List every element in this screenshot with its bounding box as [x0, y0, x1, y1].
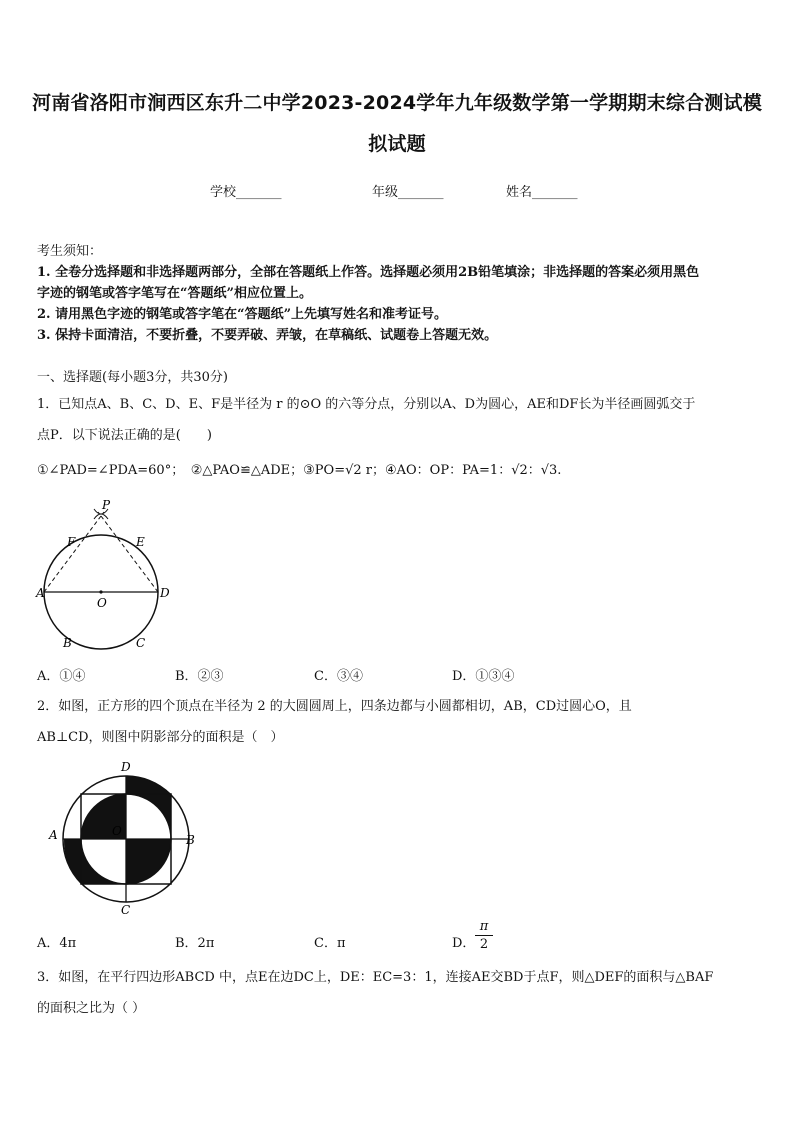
q1-circle-figure [34, 497, 184, 657]
grade-field: 年级_______ [372, 185, 444, 200]
section-heading: 一、选择题(每小题3分，共30分) [37, 370, 228, 385]
q2-option-d-prefix: D． [452, 936, 476, 951]
q3-stem-line2: 的面积之比为（ ） [37, 1001, 146, 1016]
q2-option-d-fraction [475, 918, 493, 954]
q2-stem-line2: AB⊥CD，则图中阴影部分的面积是（ ） [37, 730, 284, 745]
exam-title-line1: 河南省洛阳市涧西区东升二中学2023-2024学年九年级数学第一学期期末综合测试模 [32, 92, 762, 114]
q1-option-b: B．②③ [175, 669, 224, 684]
q1-statements: ①∠PAD=∠PDA=60°； ②△PAO≌△ADE；③PO=√2 r；④AO：OP：PA=1：√2：√3. [37, 463, 562, 478]
q2-option-d-denominator: 2 [479, 937, 489, 952]
q1-label-c: C [136, 636, 146, 650]
q1-option-d: D．①③④ [452, 669, 515, 684]
q2-label-d: D [121, 760, 131, 774]
q1-label-d: D [160, 586, 170, 600]
q1-label-b: B [63, 636, 72, 650]
q1-stem-line1: 1．已知点A、B、C、D、E、F是半径为 r 的⊙O 的六等分点，分别以A、D为圆心，AE和DF长为半径画圆弧交于 [37, 397, 696, 412]
q1-label-a: A [36, 586, 45, 600]
q2-circle-square-figure [44, 758, 206, 920]
q1-option-c: C．③④ [314, 669, 363, 684]
q1-label-o: O [97, 596, 107, 610]
q1-label-f: F [67, 535, 76, 549]
q2-stem-line1: 2．如图，正方形的四个顶点在半径为 2 的大圆圆周上，四条边都与小圆都相切，AB，CD过圆心O，且 [37, 699, 632, 714]
q1-label-p: P [102, 498, 111, 512]
q1-stem-line2: 点P．以下说法正确的是( ) [37, 428, 212, 443]
notice-item-1-cont: 字迹的钢笔或答字笔写在“答题纸”相应位置上。 [37, 286, 312, 301]
q2-label-b: B [186, 833, 195, 847]
q1-label-e: E [136, 535, 145, 549]
q1-option-a: A．①④ [37, 669, 86, 684]
q2-option-c: C．π [314, 936, 346, 951]
q2-option-b: B．2π [175, 936, 215, 951]
notice-item-3: 3. 保持卡面清洁，不要折叠，不要弄破、弄皱，在草稿纸、试题卷上答题无效。 [37, 328, 498, 343]
school-field: 学校_______ [210, 185, 282, 200]
exam-title-line2: 拟试题 [368, 133, 426, 155]
notice-heading: 考生须知： [37, 244, 103, 259]
q2-label-a: A [49, 828, 58, 842]
q2-label-o: O [112, 824, 122, 838]
notice-item-1: 1. 全卷分选择题和非选择题两部分，全部在答题纸上作答。选择题必须用2B铅笔填涂；非选择题的答案必须用黑色 [37, 265, 700, 280]
notice-item-2: 2. 请用黑色字迹的钢笔或答字笔在“答题纸”上先填写姓名和准考证号。 [37, 307, 448, 322]
name-field: 姓名_______ [506, 185, 578, 200]
q2-option-d-numerator: π [475, 918, 493, 936]
q3-stem-line1: 3．如图，在平行四边形ABCD 中，点E在边DC上，DE：EC=3：1，连接AE交BD于点F，则△DEF的面积与△BAF [37, 970, 714, 985]
q2-option-a: A．4π [37, 936, 77, 951]
q2-label-c: C [121, 903, 131, 917]
